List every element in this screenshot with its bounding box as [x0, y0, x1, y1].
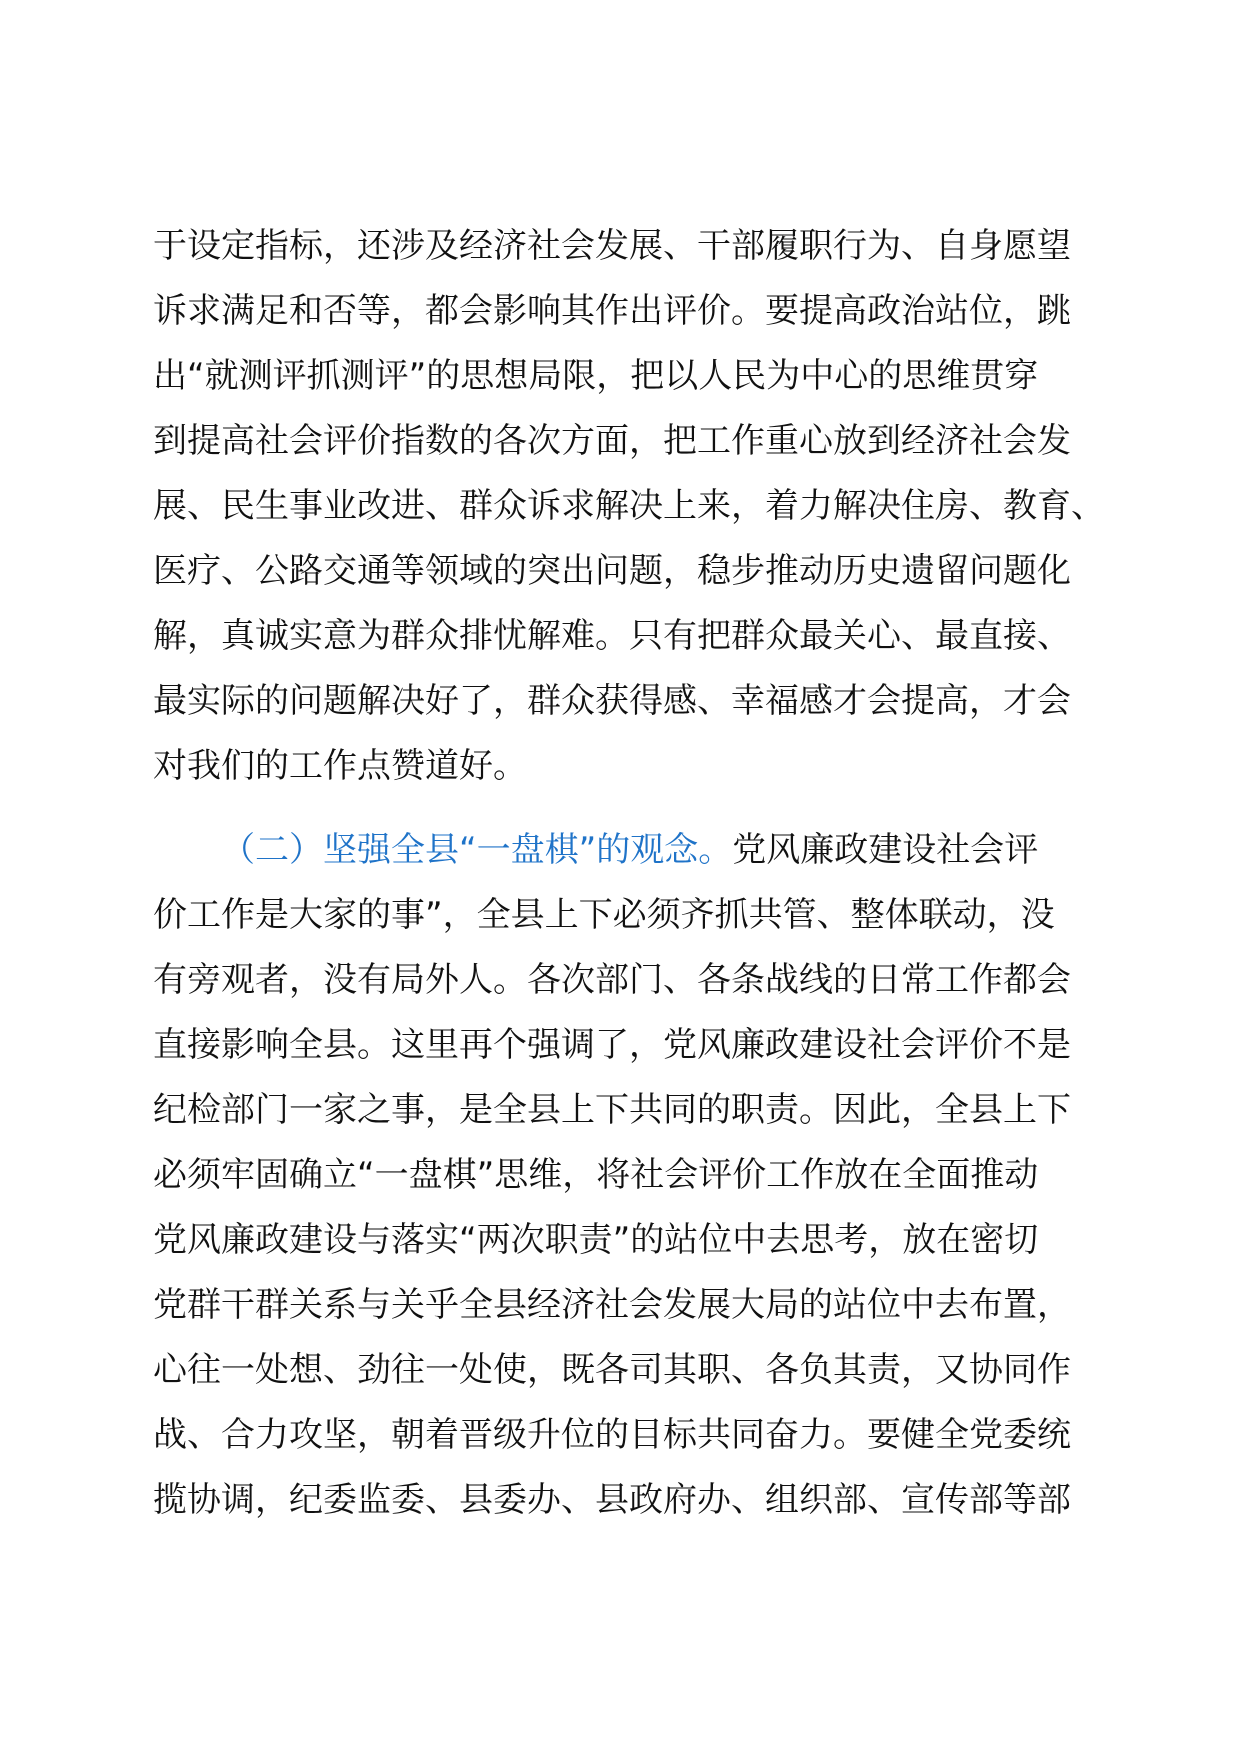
paragraph-line: 解，真诚实意为群众排忧解难。只有把群众最关心、最直接、 — [153, 616, 1071, 656]
paragraph-line-rest: 党风廉政建设社会评 — [732, 830, 1039, 870]
paragraph-line: 价工作是大家的事”，全县上下必须齐抓共管、整体联动，没 — [153, 895, 1055, 935]
paragraph-line: 医疗、公路交通等领域的突出问题，稳步推动历史遗留问题化 — [153, 551, 1071, 591]
paragraph-line: 党风廉政建设与落实“两次职责”的站位中去思考，放在密切 — [153, 1220, 1039, 1260]
paragraph-1 — [153, 214, 1103, 799]
paragraph-line: 于设定指标，还涉及经济社会发展、干部履职行为、自身愿望 — [153, 226, 1071, 266]
section-heading: （二）坚强全县“一盘棋”的观念。 — [221, 830, 733, 870]
paragraph-line: 直接影响全县。这里再个强调了，党风廉政建设社会评价不是 — [153, 1025, 1071, 1065]
paragraph-line: 到提高社会评价指数的各次方面，把工作重心放到经济社会发 — [153, 421, 1071, 461]
paragraph-line: 展、民生事业改进、群众诉求解决上来，着力解决住房、教育、 — [153, 486, 1105, 526]
paragraph-line: 党群干群关系与关乎全县经济社会发展大局的站位中去布置， — [153, 1285, 1071, 1325]
paragraph-first-line — [153, 818, 1103, 883]
paragraph-2 — [153, 818, 1103, 1533]
paragraph-line: 最实际的问题解决好了，群众获得感、幸福感才会提高，才会 — [153, 681, 1071, 721]
paragraph-line: 纪检部门一家之事，是全县上下共同的职责。因此，全县上下 — [153, 1090, 1071, 1130]
paragraph-line: 出“就测评抓测评”的思想局限，把以人民为中心的思维贯穿 — [153, 356, 1039, 396]
paragraph-line: 对我们的工作点赞道好。 — [153, 746, 527, 786]
paragraph-line: 心往一处想、劲往一处使，既各司其职、各负其责，又协同作 — [153, 1350, 1071, 1390]
paragraph-line: 必须牢固确立“一盘棋”思维，将社会评价工作放在全面推动 — [153, 1155, 1039, 1195]
paragraph-line: 诉求满足和否等，都会影响其作出评价。要提高政治站位，跳 — [153, 291, 1071, 331]
paragraph-line: 揽协调，纪委监委、县委办、县政府办、组织部、宣传部等部 — [153, 1480, 1071, 1520]
paragraph-line: 有旁观者，没有局外人。各次部门、各条战线的日常工作都会 — [153, 960, 1071, 1000]
paragraph-line: 战、合力攻坚，朝着晋级升位的目标共同奋力。要健全党委统 — [153, 1415, 1071, 1455]
